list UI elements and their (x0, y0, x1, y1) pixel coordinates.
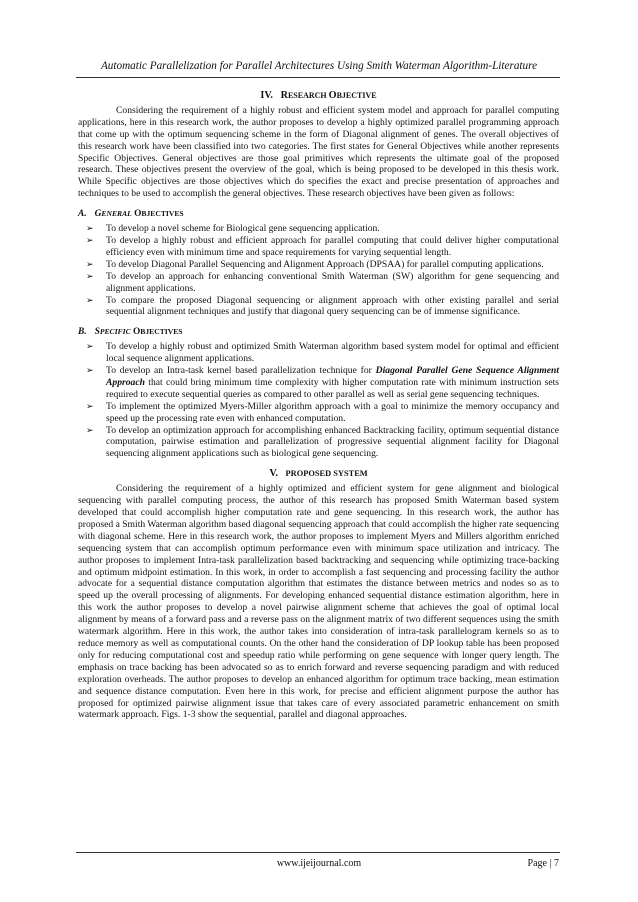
footer-journal-url: www.ijeijournal.com (276, 858, 362, 869)
footer-rule (76, 852, 560, 853)
heading-char: G (94, 209, 102, 220)
heading-smallcaps: ESEARCH (287, 91, 329, 100)
list-item (78, 365, 559, 401)
list-item (78, 295, 559, 319)
arrowhead-bullet-icon: ➢ (86, 223, 94, 234)
heading-smallcaps: PECIFIC (99, 327, 131, 337)
list-item-text: To develop a novel scheme for Biological gene sequencing application. (106, 223, 380, 235)
list-item-text: To develop an approach for enhancing conventional Smith Waterman (SW) algorithm for gene sequencing and alignment applications. (106, 270, 559, 294)
heading-smallcaps: ENERAL (101, 209, 132, 219)
emphasized-approach-name: Diagonal Parallel Gene Sequence Alignment Approach (106, 365, 559, 388)
list-item-text: that could bring minimum time complexity with higher computation rate with minimum instruction sets required to execute sequential queries as compared to other parallel as well as serial gene sequencing techniques. (106, 376, 559, 400)
arrowhead-bullet-icon: ➢ (86, 258, 94, 269)
subheading-specific-objectives (78, 326, 559, 339)
heading-char: R (280, 90, 288, 101)
list-item-text: To develop an Intra-task kernel based parallelization technique for (106, 365, 376, 377)
specific-objectives-list (78, 341, 559, 460)
section-numeral: V. (269, 468, 278, 480)
section-heading-research-objective (78, 90, 559, 102)
list-item (78, 401, 559, 425)
arrowhead-bullet-icon: ➢ (86, 365, 94, 376)
arrowhead-bullet-icon: ➢ (86, 400, 94, 411)
section-gap (78, 460, 559, 468)
proposed-system-body: Considering the requirement of a highly optimized and efficient system for gene alignment and biological sequencing with parallel computing process, the author of this research has proposed Smith Waterman based system developed that could accomplish higher computation rate and gene sequencing. In this research work, the author has proposed a Smith Waterman algorithm based diagonal sequencing approach that could accomplish the higher rate sequencing with diagonal scheme. Here in this research work, the author proposes to implement Myers and Millers algorithm enriched sequencing system that can accomplish optimum performance even with minimum space utilization and intricacy. The author proposes to implement Intra-task parallelization based backtracking and sequencing while optimizing trace-backing and optimum midpoint estimation. In this work, in order to accomplish a fast sequencing and processing facility the author advocate for a sequential distance computation algorithm that estimates the distance between metrics and nodes so as to speed up the overall processing of alignments. For developing enhanced sequential distance estimation algorithm, here in this work the author proposes to develop a novel pairwise alignment scheme that achieves the goal of optimal local alignment by means of a forward pass and a reverse pass on the alignment matrix of two different sequences using the smith watermark algorithm. Here in this work, the author takes into consideration of intra-task parallelogram kernels so as to reduce memory as well as computational counts. On the other hand the consideration of DP lookup table has been proposed only for reducing computational cost and speedup ratio while performing on gene sequence with longer query length. The emphasis on trace backing has been advocated so as to enrich forward and reverse sequencing paradigm and with reduced exploration overheads. The author proposes to develop an enhanced algorithm for optimum trace backing, mean estimation and sequence distance computation. Even here in this work, for precise and efficient alignment purpose the author has proposed for optimized pairwise alignment issue that takes care of every associated parametric enhancement on smith watermark approach. Figs. 1-3 show the sequential, parallel and diagonal approaches. (78, 483, 559, 721)
subheading-letter: A. (78, 209, 87, 220)
heading-char: S (94, 327, 100, 338)
arrowhead-bullet-icon: ➢ (86, 270, 94, 281)
list-item-text: To develop a highly robust and efficient approach for parallel computing that could deliver higher computational efficiency even with minimum time and space requirements for varying sequential length. (106, 234, 559, 258)
heading-smallcaps: BJECTIVES (141, 209, 184, 219)
heading-char: O (130, 327, 141, 338)
list-item (78, 271, 559, 295)
running-header: Automatic Parallelization for Parallel Architectures Using Smith Waterman Algorithm-Literature (100, 60, 538, 72)
subheading-general-objectives (78, 208, 559, 221)
list-item (78, 259, 559, 271)
arrowhead-bullet-icon: ➢ (86, 341, 94, 352)
list-item-text: To develop an optimization approach for accomplishing enhanced Backtracking facility, optimum sequential distance computation, pairwise estimation and parallelization of progressive sequential alignment facility for Diagonal sequencing alignment applications such as biological gene sequencing. (106, 424, 559, 460)
list-item (78, 223, 559, 235)
list-item-text: To implement the optimized Myers-Miller algorithm approach with a goal to minimize the memory occupancy and speed up the processing rate even with enhanced computation. (106, 400, 559, 424)
heading-char: O (328, 90, 337, 101)
list-item-text: To compare the proposed Diagonal sequencing or alignment approach with other existing parallel and serial sequential alignment techniques and justify that diagonal query sequencing can be of immense significance. (106, 294, 559, 318)
research-objective-intro: Considering the requirement of a highly robust and efficient system model and approach for parallel computing applications, here in this research work, the author proposes to develop a highly optimized parallel programming approach that come up with the optimum sequencing scheme in the form of Diagonal alignment of genes. The overall objectives of this research work have been classified into two categories. The first states for General Objectives while another represents Specific Objectives. General objectives are those goal primitives which represents the ultimate goal of the proposed research. These objectives present the overview of the goal, which is being proposed to be developed in this thesis work. While Specific objectives are those objectives which do specifies the exact and precise presentation of approaches and techniques to be used to accomplish the general objectives. These research objectives have been given as follows: (78, 104, 559, 200)
general-objectives-list (78, 223, 559, 318)
heading-smallcaps: PROPOSED SYSTEM (285, 469, 368, 479)
heading-smallcaps: BJECTIVES (140, 327, 183, 337)
list-item (78, 235, 559, 259)
list-item (78, 425, 559, 461)
heading-smallcaps: BJECTIVE (336, 91, 377, 100)
list-item-text: To develop a highly robust and optimized Smith Waterman algorithm based system model for optimal and efficient local sequence alignment applications. (106, 341, 559, 365)
section-numeral: IV. (260, 90, 273, 101)
list-item-text: To develop Diagonal Parallel Sequencing and Alignment Approach (DPSAA) for parallel computing applications. (106, 258, 544, 270)
section-heading-proposed-system (78, 468, 559, 480)
list-item (78, 341, 559, 365)
arrowhead-bullet-icon: ➢ (86, 294, 94, 305)
subheading-letter: B. (78, 327, 87, 338)
footer-page-number: Page | 7 (527, 858, 559, 869)
arrowhead-bullet-icon: ➢ (86, 234, 94, 245)
page-body (78, 90, 559, 721)
header-rule (76, 77, 560, 78)
arrowhead-bullet-icon: ➢ (86, 424, 94, 435)
heading-char: O (131, 209, 142, 220)
